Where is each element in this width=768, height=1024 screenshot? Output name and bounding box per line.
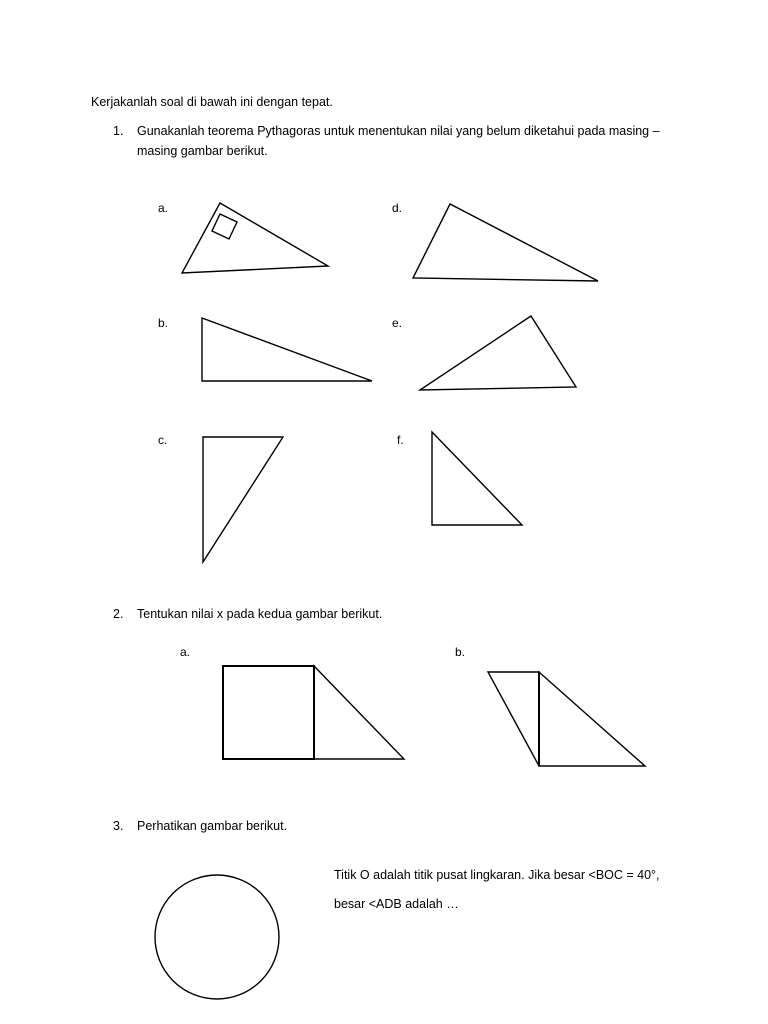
q1-triangle-e (420, 316, 576, 390)
q1-triangle-c (203, 437, 283, 562)
q1-label-f: f. (397, 433, 404, 447)
q1-right-angle-marker-a (212, 214, 237, 239)
q1-number: 1. (113, 124, 124, 138)
q2-square-a (223, 666, 314, 759)
q1-triangle-f (432, 432, 522, 525)
q2-triangle-left-b (488, 672, 539, 766)
q3-number: 3. (113, 819, 124, 833)
q2-triangle-a (314, 666, 404, 759)
q1-triangle-b (202, 318, 372, 381)
q2-text: Tentukan nilai x pada kedua gambar berikut. (137, 607, 383, 621)
q1-triangle-a (182, 203, 328, 273)
q1-label-c: c. (158, 433, 168, 447)
q1-label-a: a. (158, 201, 169, 215)
q2-label-b: b. (455, 645, 466, 659)
q1-triangle-d (413, 204, 598, 281)
q1-text-line1: Gunakanlah teorema Pythagoras untuk menentukan nilai yang belum diketahui pada masing – (137, 124, 660, 138)
q3-text: Perhatikan gambar berikut. (137, 819, 288, 833)
q2-number: 2. (113, 607, 124, 621)
instruction-text: Kerjakanlah soal di bawah ini dengan tepat. (91, 95, 333, 109)
q1-label-d: d. (392, 201, 403, 215)
q3-circle (155, 875, 279, 999)
q3-side-text-line1: Titik O adalah titik pusat lingkaran. Jika besar <BOC = 40°, (334, 868, 660, 882)
q3-side-text-line2: besar <ADB adalah … (334, 897, 459, 911)
q2-triangle-right-b (539, 672, 645, 766)
q2-label-a: a. (180, 645, 191, 659)
q1-label-b: b. (158, 316, 169, 330)
q1-text-line2: masing gambar berikut. (137, 144, 268, 158)
q1-label-e: e. (392, 316, 403, 330)
